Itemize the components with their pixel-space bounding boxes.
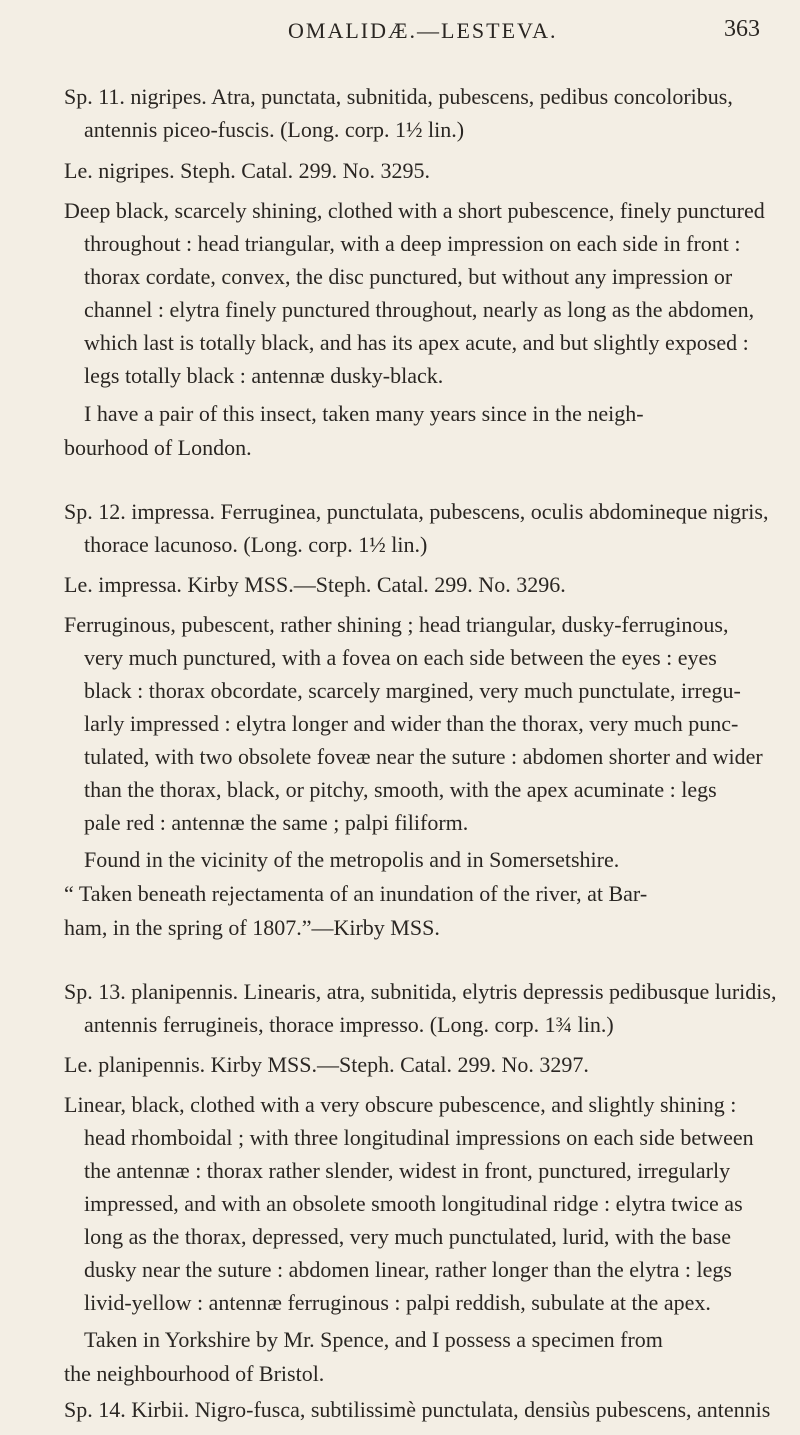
text-line: Found in the vicinity of the metropolis and in Somersetshire. bbox=[84, 847, 620, 872]
text-line: Taken in Yorkshire by Mr. Spence, and I possess a specimen from bbox=[84, 1327, 663, 1352]
text-line: legs totally black : antennæ dusky-black. bbox=[84, 363, 444, 388]
text-line: Le. planipennis. Kirby MSS.—Steph. Catal. 299. No. 3297. bbox=[64, 1052, 589, 1077]
text-line: bourhood of London. bbox=[64, 435, 252, 460]
text-line: larly impressed : elytra longer and wider than the thorax, very much punc- bbox=[84, 711, 739, 736]
text-line: thorax cordate, convex, the disc punctured, but without any impression or bbox=[84, 264, 733, 289]
text-line: channel : elytra finely punctured throughout, nearly as long as the abdomen, bbox=[84, 297, 755, 322]
text-line: which last is totally black, and has its apex acute, and but slightly exposed : bbox=[84, 330, 749, 355]
text-line: Le. nigripes. Steph. Catal. 299. No. 3295. bbox=[64, 158, 431, 183]
page-header bbox=[0, 14, 800, 54]
text-line: dusky near the suture : abdomen linear, rather longer than the elytra : legs bbox=[84, 1257, 732, 1282]
text-line: black : thorax obcordate, scarcely margined, very much punctulate, irregu- bbox=[84, 678, 741, 703]
text-line: Deep black, scarcely shining, clothed with a short pubescence, finely punctured bbox=[64, 198, 765, 223]
text-line: tulated, with two obsolete foveæ near the suture : abdomen shorter and wider bbox=[84, 744, 763, 769]
text-line: I have a pair of this insect, taken many years since in the neigh- bbox=[84, 401, 644, 426]
text-line: Sp. 14. Kirbii. Nigro-fusca, subtilissimè punctulata, densiùs pubescens, antennis bbox=[64, 1397, 771, 1422]
text-line: throughout : head triangular, with a deep impression on each side in front : bbox=[84, 231, 741, 256]
text-line: very much punctured, with a fovea on each side between the eyes : eyes bbox=[84, 645, 717, 670]
text-line: Sp. 12. impressa. Ferruginea, punctulata, pubescens, oculis abdomineque nigris, bbox=[64, 499, 769, 524]
text-line: antennis piceo-fuscis. (Long. corp. 1½ lin.) bbox=[84, 117, 465, 142]
text-line: pale red : antennæ the same ; palpi filiform. bbox=[84, 810, 469, 835]
text-line: impressed, and with an obsolete smooth longitudinal ridge : elytra twice as bbox=[84, 1191, 743, 1216]
text-line: thorace lacunoso. (Long. corp. 1½ lin.) bbox=[84, 532, 428, 557]
text-line: “ Taken beneath rejectamenta of an inundation of the river, at Bar- bbox=[64, 881, 648, 906]
text-line: Linear, black, clothed with a very obscure pubescence, and slightly shining : bbox=[64, 1092, 737, 1117]
text-line: long as the thorax, depressed, very much punctulated, lurid, with the base bbox=[84, 1224, 731, 1249]
text-line: Le. impressa. Kirby MSS.—Steph. Catal. 299. No. 3296. bbox=[64, 572, 566, 597]
text-line: livid-yellow : antennæ ferruginous : palpi reddish, subulate at the apex. bbox=[84, 1290, 711, 1315]
text-line: ham, in the spring of 1807.”—Kirby MSS. bbox=[64, 915, 440, 940]
text-line: Ferruginous, pubescent, rather shining ; head triangular, dusky-ferruginous, bbox=[64, 612, 729, 637]
text-line: the neighbourhood of Bristol. bbox=[64, 1361, 325, 1386]
text-line: the antennæ : thorax rather slender, widest in front, punctured, irregularly bbox=[84, 1158, 731, 1183]
running-title: OMALIDÆ.—LESTEVA. bbox=[288, 18, 558, 43]
text-line: antennis ferrugineis, thorace impresso. (Long. corp. 1¾ lin.) bbox=[84, 1012, 614, 1037]
page-number: 363 bbox=[724, 16, 760, 42]
text-line: than the thorax, black, or pitchy, smooth, with the apex acuminate : legs bbox=[84, 777, 717, 802]
text-line: Sp. 11. nigripes. Atra, punctata, subnitida, pubescens, pedibus concoloribus, bbox=[64, 84, 733, 109]
text-line: Sp. 13. planipennis. Linearis, atra, subnitida, elytris depressis pedibusque luridis, bbox=[64, 979, 777, 1004]
text-line: head rhomboidal ; with three longitudinal impressions on each side between bbox=[84, 1125, 754, 1150]
